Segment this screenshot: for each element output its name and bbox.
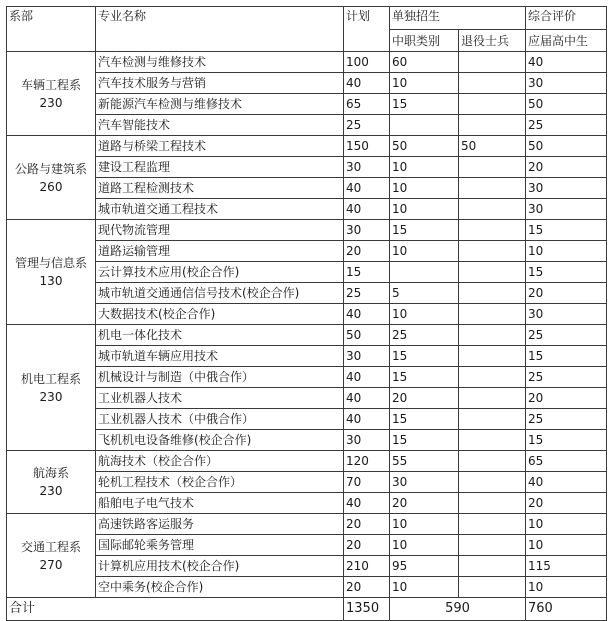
department-name: 管理与信息系 [14, 256, 87, 270]
vocational-cell: 15 [390, 220, 459, 241]
major-cell: 高速铁路客运服务 [96, 514, 344, 535]
table-row [7, 472, 607, 493]
veteran-cell [459, 73, 526, 94]
department-count: 260 [39, 179, 63, 194]
veteran-cell [459, 157, 526, 178]
department-cell [7, 52, 96, 136]
major-cell: 计算机应用技术(校企合作) [96, 556, 344, 577]
major-cell: 现代物流管理 [96, 220, 344, 241]
total-label: 合计 [7, 598, 344, 621]
department-count: 230 [39, 95, 63, 110]
table-row [7, 199, 607, 220]
highschool-cell: 25 [526, 367, 607, 388]
department-cell [7, 220, 96, 325]
vocational-cell: 10 [390, 73, 459, 94]
highschool-cell: 15 [526, 430, 607, 451]
veteran-cell: 50 [459, 136, 526, 157]
veteran-cell [459, 283, 526, 304]
highschool-cell: 10 [526, 577, 607, 598]
major-cell: 航海技术（校企合作） [96, 451, 344, 472]
vocational-cell: 15 [390, 346, 459, 367]
department-name: 车辆工程系 [20, 77, 81, 92]
veteran-cell [459, 325, 526, 346]
vocational-cell: 5 [390, 283, 459, 304]
vocational-cell: 10 [390, 157, 459, 178]
plan-cell: 40 [344, 199, 390, 220]
plan-cell: 15 [344, 262, 390, 283]
header-dept: 系部 [7, 7, 96, 52]
vocational-cell: 10 [390, 514, 459, 535]
vocational-cell [390, 262, 459, 283]
plan-cell: 40 [344, 178, 390, 199]
major-cell: 机械设计与制造（中俄合作） [96, 367, 344, 388]
plan-cell: 20 [344, 577, 390, 598]
department-name: 公路与建筑系 [14, 161, 87, 176]
vocational-cell: 10 [390, 304, 459, 325]
department-count: 270 [39, 557, 63, 572]
vocational-cell: 10 [390, 178, 459, 199]
highschool-cell: 30 [526, 304, 607, 325]
vocational-cell: 15 [390, 409, 459, 430]
veteran-cell [459, 430, 526, 451]
plan-cell: 20 [344, 514, 390, 535]
table-row [7, 220, 607, 241]
total-plan: 1350 [344, 598, 390, 621]
veteran-cell [459, 409, 526, 430]
vocational-cell: 20 [390, 388, 459, 409]
highschool-cell: 40 [526, 472, 607, 493]
highschool-cell: 30 [526, 73, 607, 94]
veteran-cell [459, 388, 526, 409]
veteran-cell [459, 220, 526, 241]
vocational-cell: 60 [390, 52, 459, 73]
veteran-cell [459, 493, 526, 514]
table-row [7, 556, 607, 577]
vocational-cell: 10 [390, 199, 459, 220]
plan-cell: 40 [344, 409, 390, 430]
vocational-cell: 30 [390, 472, 459, 493]
veteran-cell [459, 178, 526, 199]
vocational-cell: 10 [390, 535, 459, 556]
veteran-cell [459, 556, 526, 577]
veteran-cell [459, 514, 526, 535]
plan-cell: 25 [344, 283, 390, 304]
plan-cell: 150 [344, 136, 390, 157]
plan-cell: 120 [344, 451, 390, 472]
veteran-cell [459, 535, 526, 556]
major-cell: 建设工程监理 [96, 157, 344, 178]
table-row [7, 535, 607, 556]
table-row [7, 514, 607, 535]
veteran-cell [459, 577, 526, 598]
table-row [7, 409, 607, 430]
plan-cell: 30 [344, 220, 390, 241]
highschool-cell: 10 [526, 241, 607, 262]
highschool-cell: 20 [526, 388, 607, 409]
table-row [7, 241, 607, 262]
veteran-cell [459, 52, 526, 73]
table-body [7, 7, 607, 621]
highschool-cell: 115 [526, 556, 607, 577]
major-cell: 城市轨道交通通信信号技术(校企合作) [96, 283, 344, 304]
plan-cell: 40 [344, 388, 390, 409]
highschool-cell: 50 [526, 94, 607, 115]
plan-cell: 40 [344, 493, 390, 514]
table-row [7, 577, 607, 598]
vocational-cell: 10 [390, 577, 459, 598]
major-cell: 汽车技术服务与营销 [96, 73, 344, 94]
total-row [7, 598, 607, 621]
table-row [7, 73, 607, 94]
major-cell: 工业机器人技术 [96, 388, 344, 409]
plan-cell: 20 [344, 535, 390, 556]
plan-cell: 40 [344, 73, 390, 94]
table-row [7, 304, 607, 325]
plan-cell: 30 [344, 430, 390, 451]
highschool-cell: 20 [526, 493, 607, 514]
major-cell: 船舶电子电气技术 [96, 493, 344, 514]
veteran-cell [459, 262, 526, 283]
highschool-cell: 25 [526, 409, 607, 430]
department-name: 机电工程系 [20, 371, 81, 386]
major-cell: 云计算技术应用(校企合作) [96, 262, 344, 283]
veteran-cell [459, 94, 526, 115]
plan-cell: 100 [344, 52, 390, 73]
highschool-cell: 40 [526, 52, 607, 73]
major-cell: 国际邮轮乘务管理 [96, 535, 344, 556]
highschool-cell: 15 [526, 346, 607, 367]
vocational-cell: 50 [390, 136, 459, 157]
major-cell: 轮机工程技术（校企合作） [96, 472, 344, 493]
major-cell: 道路与桥梁工程技术 [96, 136, 344, 157]
vocational-cell: 25 [390, 325, 459, 346]
department-cell [7, 136, 96, 220]
plan-cell: 40 [344, 304, 390, 325]
major-cell: 城市轨道交通工程技术 [96, 199, 344, 220]
table-row [7, 52, 607, 73]
table-row [7, 451, 607, 472]
plan-cell: 20 [344, 241, 390, 262]
department-name: 交通工程系 [20, 539, 81, 554]
major-cell: 飞机机电设备维修(校企合作) [96, 430, 344, 451]
veteran-cell [459, 304, 526, 325]
plan-cell: 30 [344, 346, 390, 367]
veteran-cell [459, 115, 526, 136]
major-cell: 空中乘务(校企合作) [96, 577, 344, 598]
vocational-cell: 15 [390, 367, 459, 388]
veteran-cell [459, 472, 526, 493]
total-single: 590 [390, 598, 526, 621]
table-row [7, 94, 607, 115]
table-row [7, 157, 607, 178]
highschool-cell: 20 [526, 283, 607, 304]
veteran-cell [459, 199, 526, 220]
department-count: 130 [39, 274, 63, 288]
highschool-cell: 65 [526, 451, 607, 472]
table-row [7, 346, 607, 367]
vocational-cell [390, 115, 459, 136]
header-row-1 [7, 7, 607, 30]
major-cell: 城市轨道车辆应用技术 [96, 346, 344, 367]
highschool-cell: 50 [526, 136, 607, 157]
highschool-cell: 10 [526, 535, 607, 556]
plan-cell: 65 [344, 94, 390, 115]
plan-cell: 40 [344, 367, 390, 388]
highschool-cell: 15 [526, 262, 607, 283]
header-comprehensive: 综合评价 [526, 7, 607, 30]
department-count: 230 [39, 484, 63, 498]
veteran-cell [459, 241, 526, 262]
highschool-cell: 10 [526, 514, 607, 535]
major-cell: 机电一体化技术 [96, 325, 344, 346]
plan-cell: 30 [344, 157, 390, 178]
header-vocational: 中职类别 [390, 30, 459, 52]
highschool-cell: 20 [526, 157, 607, 178]
header-major: 专业名称 [96, 7, 344, 52]
table-row [7, 493, 607, 514]
table-row [7, 178, 607, 199]
total-comprehensive: 760 [526, 598, 607, 621]
header-single: 单独招生 [390, 7, 526, 30]
major-cell: 道路运输管理 [96, 241, 344, 262]
vocational-cell: 15 [390, 94, 459, 115]
department-cell [7, 451, 96, 514]
table-row [7, 115, 607, 136]
table-row [7, 283, 607, 304]
header-plan: 计划 [344, 7, 390, 52]
vocational-cell: 10 [390, 241, 459, 262]
plan-cell: 70 [344, 472, 390, 493]
table-row [7, 325, 607, 346]
vocational-cell: 95 [390, 556, 459, 577]
veteran-cell [459, 367, 526, 388]
vocational-cell: 55 [390, 451, 459, 472]
plan-cell: 210 [344, 556, 390, 577]
highschool-cell: 15 [526, 220, 607, 241]
table-row [7, 388, 607, 409]
veteran-cell [459, 346, 526, 367]
vocational-cell: 20 [390, 493, 459, 514]
major-cell: 汽车智能技术 [96, 115, 344, 136]
table-row [7, 430, 607, 451]
department-count: 230 [39, 389, 63, 404]
table-row [7, 367, 607, 388]
highschool-cell: 30 [526, 178, 607, 199]
highschool-cell: 25 [526, 325, 607, 346]
department-name: 航海系 [32, 466, 69, 480]
veteran-cell [459, 451, 526, 472]
department-cell [7, 514, 96, 598]
table-row [7, 262, 607, 283]
major-cell: 大数据技术(校企合作) [96, 304, 344, 325]
plan-cell: 25 [344, 115, 390, 136]
plan-cell: 50 [344, 325, 390, 346]
major-cell: 道路工程检测技术 [96, 178, 344, 199]
department-cell [7, 325, 96, 451]
major-cell: 新能源汽车检测与维修技术 [96, 94, 344, 115]
major-cell: 工业机器人技术（中俄合作） [96, 409, 344, 430]
header-highschool: 应届高中生 [526, 30, 607, 52]
highschool-cell: 25 [526, 115, 607, 136]
table-row [7, 136, 607, 157]
vocational-cell: 15 [390, 430, 459, 451]
admissions-plan-table [6, 6, 607, 621]
major-cell: 汽车检测与维修技术 [96, 52, 344, 73]
header-veteran: 退役士兵 [459, 30, 526, 52]
highschool-cell: 30 [526, 199, 607, 220]
